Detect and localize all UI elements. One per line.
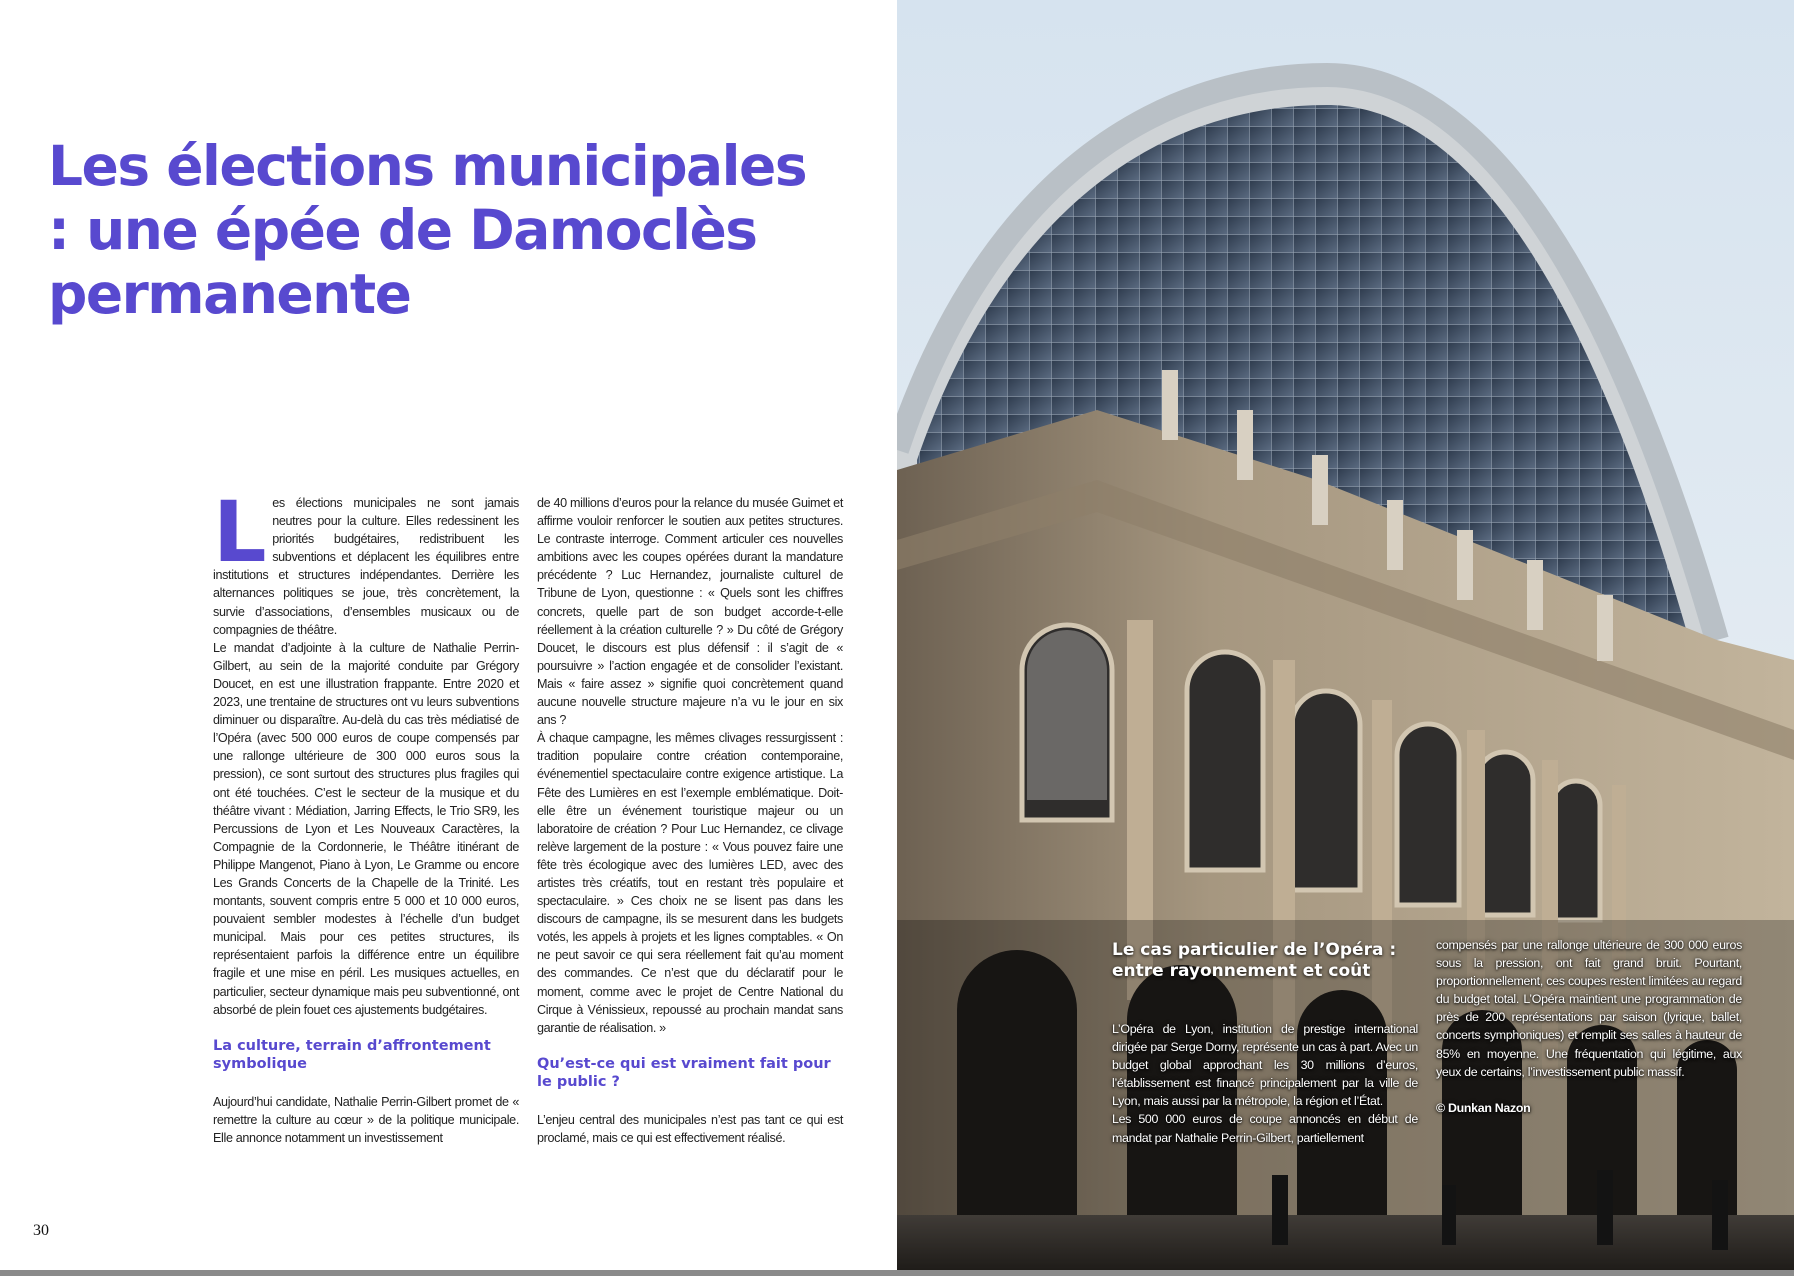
drop-cap: L — [213, 483, 267, 581]
subheading: Qu’est-ce qui est vraiment fait pour le public ? — [537, 1055, 831, 1090]
paragraph: L’enjeu central des municipales n’est pas tant ce qui est proclamé, mais ce qui est effectivement réalisé. — [537, 1112, 843, 1145]
intro-paragraph — [213, 483, 519, 639]
caption-paragraph: Les 500 000 euros de coupe annoncés en début de mandat par Nathalie Perrin-Gilbert, partiellement — [1112, 1112, 1418, 1145]
photo-credit: © Dunkan Nazon — [1436, 1100, 1531, 1115]
article-column-2 — [537, 494, 843, 1147]
paragraph: Aujourd’hui candidate, Nathalie Perrin-Gilbert promet de « remettre la culture au cœur » de la politique municipale. Elle annonce notamment un investissement — [213, 1094, 519, 1145]
page-bottom-border — [0, 1270, 1794, 1276]
intro-text: es élections municipales ne sont jamais neutres pour la culture. Elles redessinent les priorités budgétaires, redistribuent les subventions et déplacent les équilibres entre institutions et structures indépendantes. Derrière les alternances politiques se joue, très concrètement, la survie d’associations, d’ensembles musicaux ou de compagnies de théâtre. — [213, 496, 519, 637]
opera-photo — [897, 0, 1794, 1270]
paragraph: de 40 millions d’euros pour la relance du musée Guimet et affirme vouloir renforcer le soutien aux petites structures. Le contraste interroge. Comment articuler ces nouvelles ambitions avec les coupes opérées durant la mandature précédente ? Luc Hernandez, journaliste culturel de Tribune de Lyon, questionne : « Quels sont les chiffres concrets, quelle part de son budget accorde-t-elle réellement à la création culturelle ? » Du côté de Grégory Doucet, le discours est plus défensif : il s’agit de « poursuivre » l’action engagée et de consolider l’existant. Mais « faire assez » signifie quoi concrètement quand aucune nouvelle structure majeure n’a vu le jour en six ans ? — [537, 496, 843, 728]
page-number: 30 — [33, 1222, 49, 1239]
paragraph: Le mandat d’adjointe à la culture de Nathalie Perrin-Gilbert, au sein de la majorité conduite par Grégory Doucet, en est une illustration frappante. Entre 2020 et 2023, une trentaine de structures ont vu leurs subventions diminuer ou disparaître. Au-delà du cas très médiatisé de l’Opéra (avec 500 000 euros de coupe compensés par une rallonge ultérieure de 300 000 euros sous la pression), ce sont surtout des structures plus fragiles qui ont été touchées. C’est le secteur de la musique et du théâtre vivant : Médiation, Jarring Effects, le Trio SR9, les Percussions de Lyon et Les Nouveaux Caractères, la Compagnie de la Cordonnerie, le Théâtre itinérant de Philippe Mangenot, Piano à Lyon, Le Gramme ou encore Les Grands Concerts de la Chapelle de la Trinité. Les montants, souvent compris entre 5 000 et 10 000 euros, pouvaient sembler modestes à l’échelle d’un budget municipal. Mais pour ces petites structures, ils représentaient parfois la différence entre un équilibre fragile et une mise en péril. Les musiques actuelles, en particulier, secteur dynamique mais peu subventionné, ont absorbé de plein fouet ces ajustements budgétaires. — [213, 640, 519, 1017]
subheading: La culture, terrain d’affrontement symbolique — [213, 1037, 491, 1072]
article-column-1 — [213, 483, 519, 1147]
caption-paragraph: L’Opéra de Lyon, institution de prestige international dirigée par Serge Dorny, représente un cas à part. Avec un budget global approchant les 30 millions d’euros, l’établissement est financé principalement par la ville de Lyon, mais aussi par la métropole, la région et l’État. — [1112, 1022, 1418, 1109]
caption-paragraph: compensés par une rallonge ultérieure de 300 000 euros sous la pression, ont fait grand bruit. Pourtant, proportionnellement, ces coupes restent limitées au regard du budget total. L’Opéra maintient une programmation de près de 200 représentations par saison (lyrique, ballet, concerts symphoniques) et remplit ses salles à hauteur de 85% en moyenne. Une fréquentation qui légitime, aux yeux de certains, l’investissement public massif. — [1436, 938, 1742, 1079]
paragraph: À chaque campagne, les mêmes clivages ressurgissent : tradition populaire contre création contemporaine, événementiel spectaculaire contre exigence artistique. La Fête des Lumières en est l’exemple emblématique. Doit-elle être un événement touristique majeur ou un laboratoire de création ? Pour Luc Hernandez, ce clivage relève largement de la posture : « Vous pouvez faire une fête très écologique avec des lumières LED, avec des artistes très créatifs, tout en restant très populaire et spectaculaire. » Ces choix ne se lisent pas dans les discours de campagne, ils se mesurent dans les budgets votés, les appels à projets et les lignes comptables. « On ne peut savoir ce qui sera réellement fait qu’au moment des commandes. Ce n’est que du déclaratif pour le moment, comme avec le projet de Centre National du Cirque à Vénissieux, repoussé au prochain mandat sans garantie de réalisation. » — [537, 731, 843, 1035]
caption-title: Le cas particulier de l’Opéra : entre rayonnement et coût — [1112, 940, 1397, 981]
article-headline: Les élections municipales : une épée de Damoclès permanente — [48, 134, 807, 326]
caption-column-1 — [1112, 1020, 1418, 1147]
caption-column-2 — [1436, 936, 1742, 1117]
photo-caption — [1112, 938, 1744, 1145]
